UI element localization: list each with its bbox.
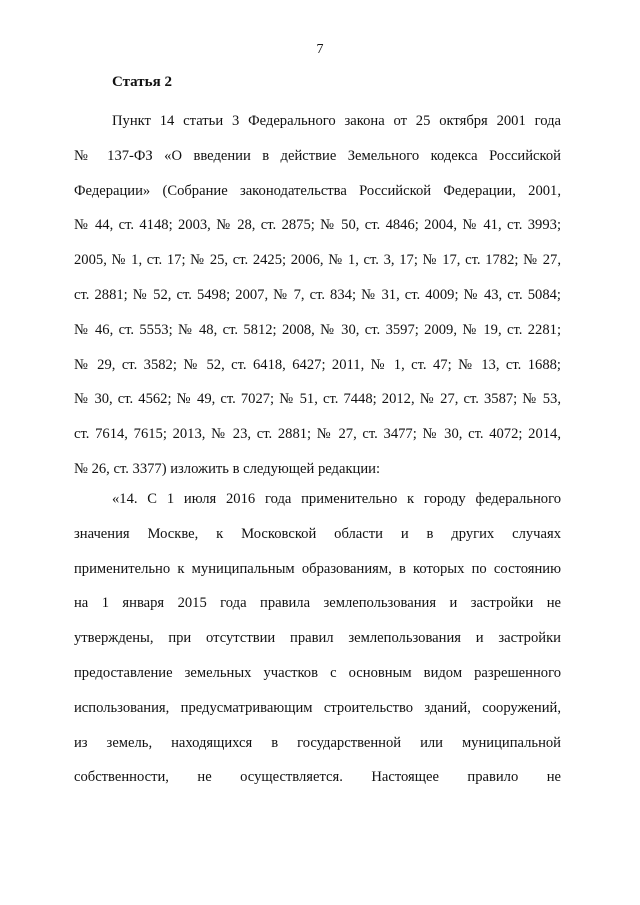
- text-line: Федерации» (Собрание законодательства Российской Федерации, 2001,: [74, 182, 561, 199]
- text-line: значения Москве, к Московской области и в других случаях: [74, 525, 561, 542]
- text-line: Пункт 14 статьи 3 Федерального закона от 25 октября 2001 года: [112, 113, 561, 129]
- text-line: № 26, ст. 3377) изложить в следующей редакции:: [74, 460, 381, 477]
- text-line: № 30, ст. 4562; № 49, ст. 7027; № 51, ст. 7448; 2012, № 27, ст. 3587; № 53,: [74, 391, 561, 408]
- text-line: № 46, ст. 5553; № 48, ст. 5812; 2008, № 30, ст. 3597; 2009, № 19, ст. 2281;: [74, 321, 561, 338]
- text-line: ст. 7614, 7615; 2013, № 23, ст. 2881; № 27, ст. 3477; № 30, ст. 4072; 2014,: [74, 426, 561, 443]
- text-line: собственности, не осуществляется. Настоящее правило не: [74, 769, 561, 786]
- paragraph-article-amendment: [74, 104, 561, 487]
- text-line: утверждены, при отсутствии правил землепользования и застройки: [74, 630, 561, 647]
- text-line: «14. С 1 июля 2016 года применительно к городу федерального: [112, 491, 561, 507]
- text-line: ст. 2881; № 52, ст. 5498; 2007, № 7, ст. 834; № 31, ст. 4009; № 43, ст. 5084;: [74, 286, 561, 303]
- text-line: использования, предусматривающим строительство зданий, сооружений,: [74, 699, 561, 716]
- paragraph-new-wording: [74, 482, 561, 795]
- text-line: 2005, № 1, ст. 17; № 25, ст. 2425; 2006, № 1, ст. 3, 17; № 17, ст. 1782; № 27,: [74, 252, 561, 269]
- text-line: № 137-ФЗ «О введении в действие Земельного кодекса Российской: [74, 147, 561, 164]
- article-heading: Статья 2: [112, 74, 172, 90]
- text-line: применительно к муниципальным образованиям, в которых по состоянию: [74, 560, 561, 577]
- text-line: № 44, ст. 4148; 2003, № 28, ст. 2875; № 50, ст. 4846; 2004, № 41, ст. 3993;: [74, 217, 561, 234]
- text-line: № 29, ст. 3582; № 52, ст. 6418, 6427; 2011, № 1, ст. 47; № 13, ст. 1688;: [74, 356, 561, 373]
- text-line: из земель, находящихся в государственной или муниципальной: [74, 734, 561, 751]
- text-line: на 1 января 2015 года правила землепользования и застройки не: [74, 595, 561, 612]
- page-number: 7: [316, 42, 324, 57]
- text-line: предоставление земельных участков с основным видом разрешенного: [74, 664, 561, 681]
